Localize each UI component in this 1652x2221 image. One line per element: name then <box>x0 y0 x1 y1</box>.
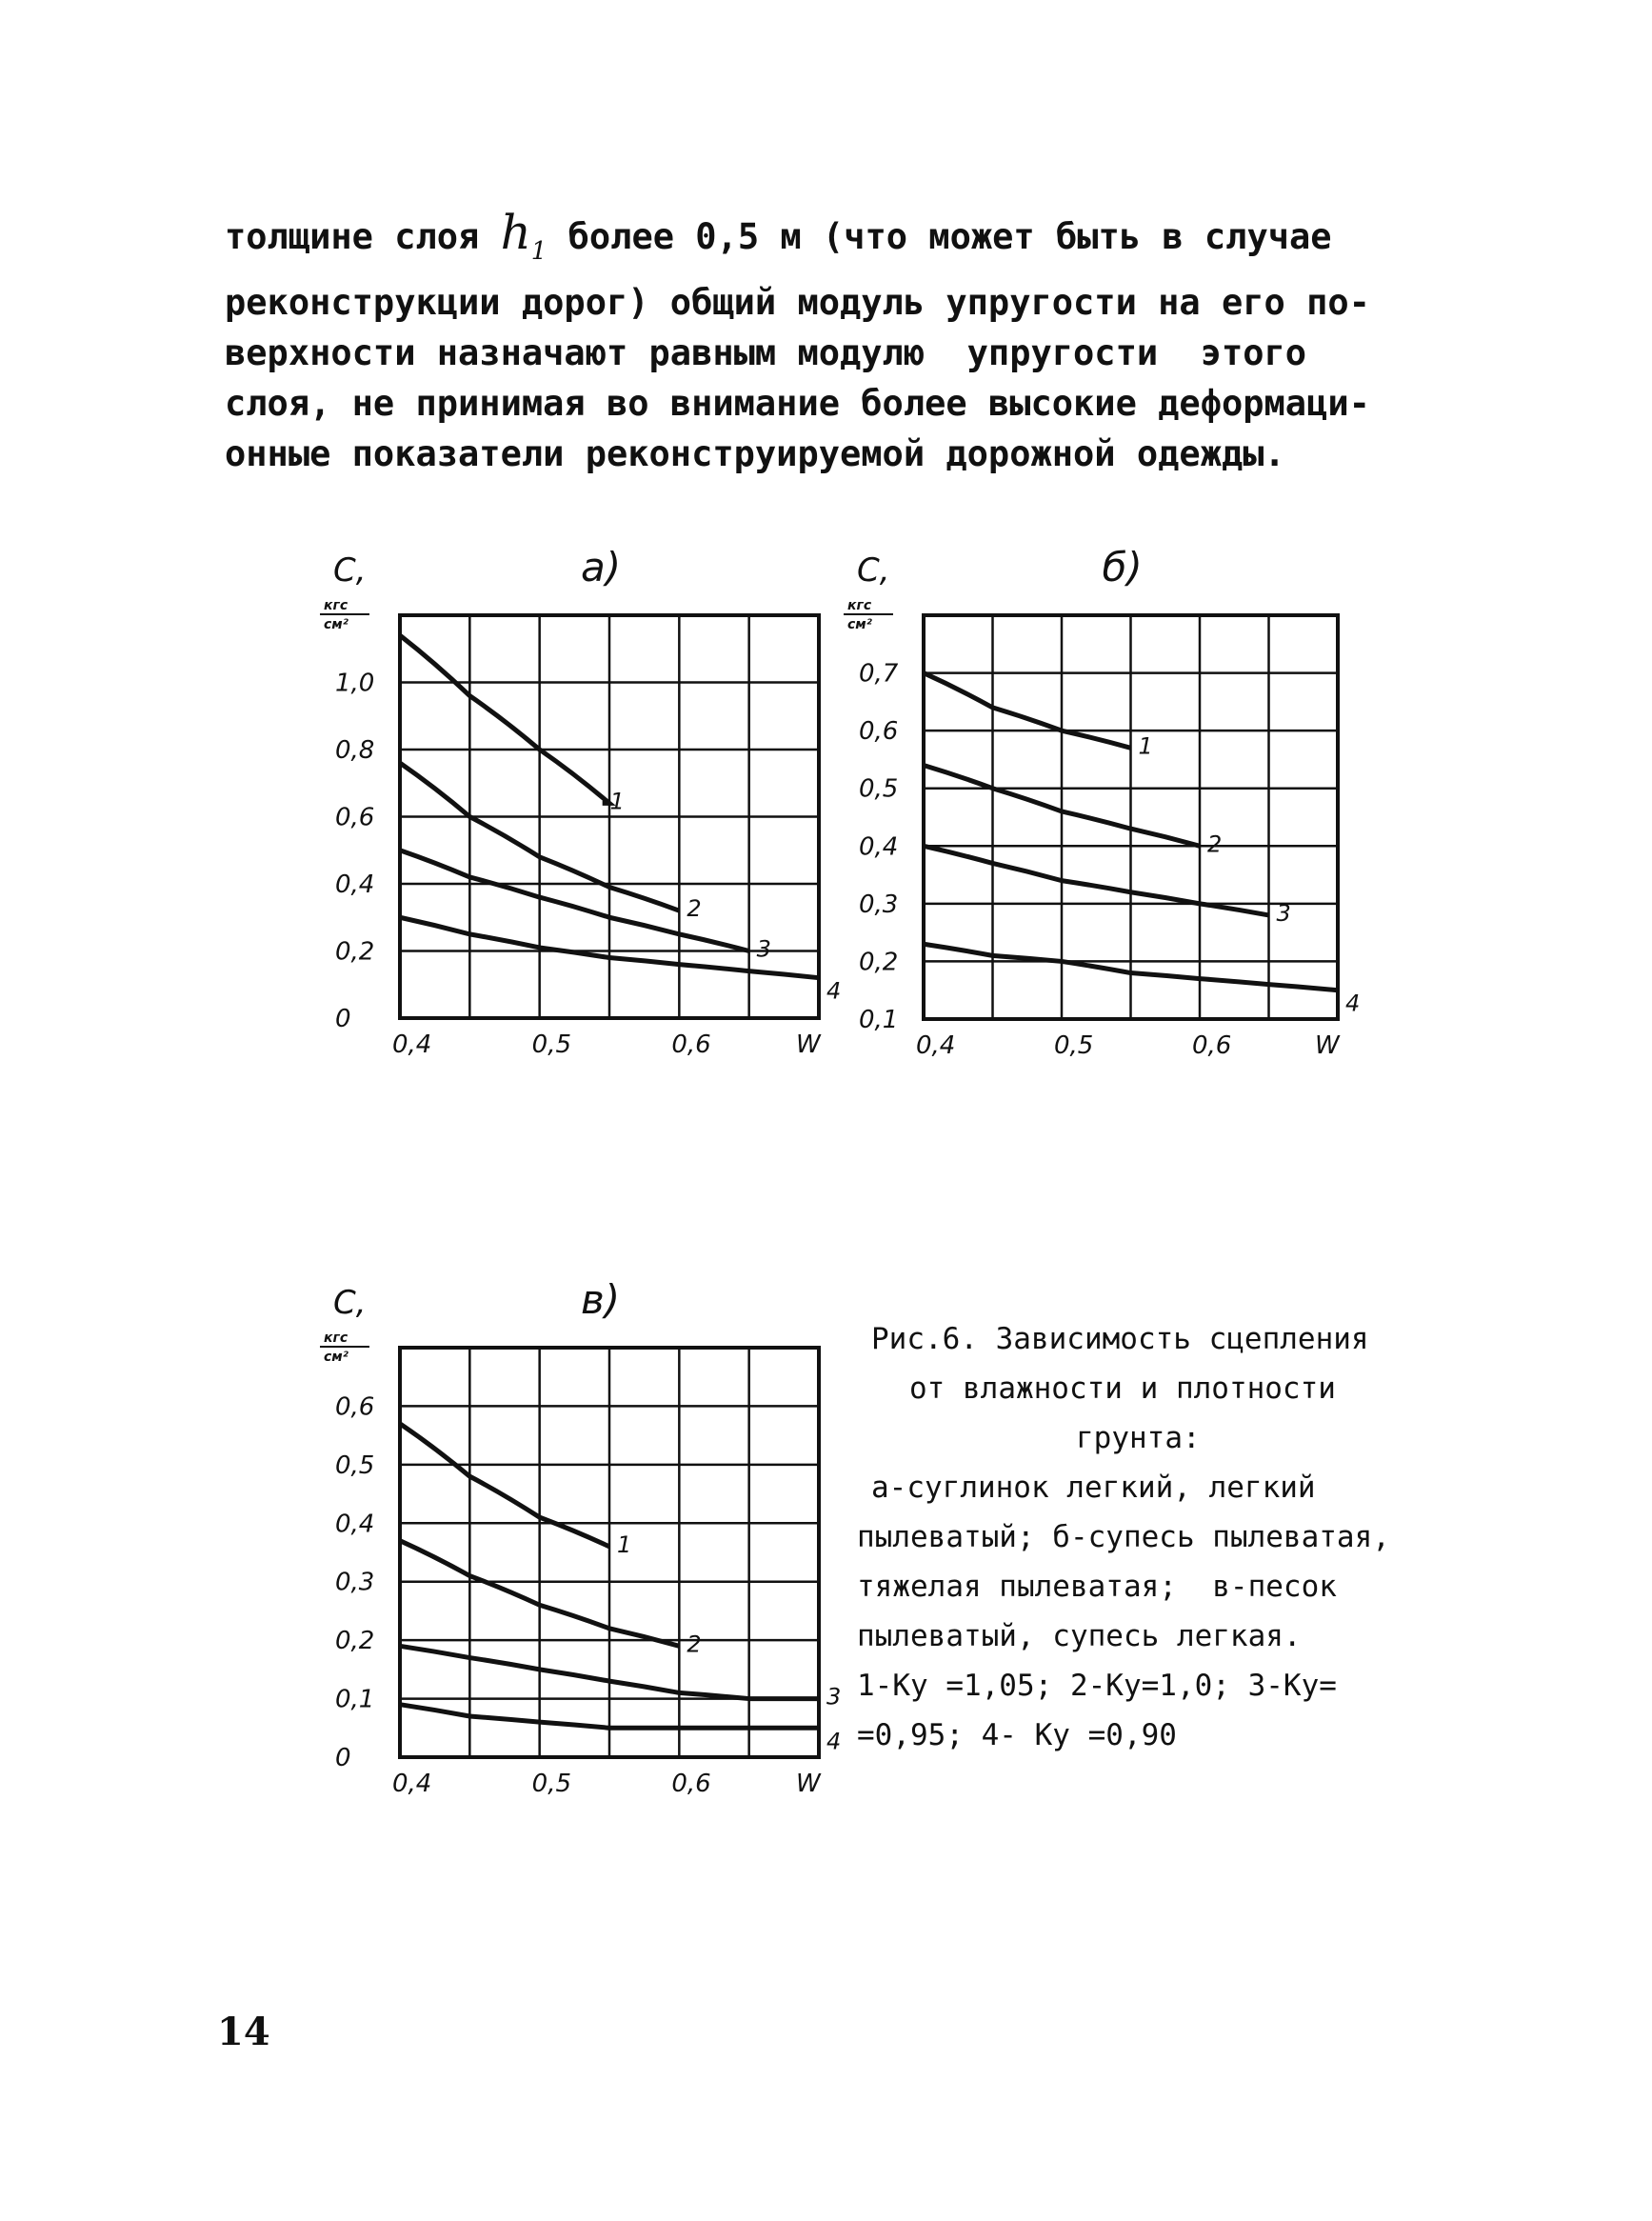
caption-line-5: пылеватый; б-супесь пылеватая, <box>857 1520 1390 1554</box>
curve-label-3: 3 <box>826 1683 842 1711</box>
y-tick-label: 0,6 <box>335 1392 375 1422</box>
y-unit-numerator: кгс <box>324 1331 348 1346</box>
caption-line-6: тяжелая пылеватая; в-песок <box>857 1570 1337 1604</box>
x-axis-label: W <box>1315 1031 1340 1060</box>
y-unit-denominator: см² <box>324 1350 348 1365</box>
y-unit-denominator: см² <box>324 617 348 632</box>
x-tick-label: 0,5 <box>1054 1031 1094 1060</box>
chart-panel-c <box>286 1276 842 1886</box>
y-tick-label: 0,8 <box>335 736 375 765</box>
body-line-3: верхности назначают равным модулю упругости этого <box>225 332 1307 373</box>
panel-label: в) <box>581 1276 621 1323</box>
body-line-1-start: толщине слоя <box>225 216 501 257</box>
y-tick-label: 0,4 <box>859 832 899 862</box>
y-axis-label: C, <box>333 551 367 590</box>
y-unit-numerator: кгс <box>324 598 348 613</box>
body-line-1 <box>225 205 1463 277</box>
panel-label: а) <box>581 544 622 590</box>
x-tick-label: 0,4 <box>392 1030 432 1059</box>
h1-symbol <box>500 205 547 266</box>
curve-label-3: 3 <box>1276 899 1291 927</box>
y-tick-label: 0,1 <box>859 1006 899 1034</box>
curve-label-4: 4 <box>826 1728 842 1755</box>
y-tick-label: 0,5 <box>859 774 899 804</box>
curve-label-3: 3 <box>756 935 771 963</box>
page-number: 14 <box>217 2010 270 2054</box>
curve-label-4: 4 <box>826 977 842 1005</box>
curve-label-1: 1 <box>609 788 625 815</box>
y-unit-numerator: кгс <box>847 598 872 613</box>
chart-panel-b <box>819 543 1371 1152</box>
x-tick-label: 0,6 <box>1192 1031 1232 1060</box>
h1-letter: h <box>500 205 531 260</box>
body-line-2: реконструкции дорог) общий модуль упругости на его по- <box>225 282 1370 323</box>
curve-1 <box>400 1424 609 1547</box>
caption-line-7: пылеватый, супесь легкая. <box>857 1619 1302 1653</box>
body-line-1-end: более 0,5 м (что может быть в случае <box>547 216 1332 257</box>
caption-line-9: =0,95; 4- Ку =0,90 <box>857 1718 1177 1752</box>
panel-label: б) <box>1102 544 1143 590</box>
y-axis-label: C, <box>333 1284 367 1322</box>
caption-line-3: грунта: <box>1076 1421 1201 1455</box>
x-tick-label: 0,5 <box>531 1770 572 1798</box>
y-tick-label: 0 <box>335 1005 351 1033</box>
curve-label-2: 2 <box>1207 830 1223 858</box>
x-axis-label: W <box>796 1030 821 1059</box>
y-axis-label: C, <box>857 551 890 590</box>
x-tick-label: 0,4 <box>392 1770 432 1798</box>
chart-panel-a <box>286 533 842 1143</box>
caption-line-4: а-суглинок легкий, легкий <box>871 1471 1316 1505</box>
y-tick-label: 0,7 <box>859 659 899 689</box>
y-tick-label: 0,5 <box>335 1451 375 1480</box>
curve-label-2: 2 <box>687 895 702 923</box>
curve-label-4: 4 <box>1345 990 1361 1017</box>
h1-subscript: 1 <box>530 237 547 266</box>
y-tick-label: 0,4 <box>335 1510 375 1539</box>
body-line-5: онные показатели реконструируемой дорожной одежды. <box>225 433 1285 474</box>
y-tick-label: 0,2 <box>859 948 899 977</box>
y-tick-label: 0,4 <box>335 870 375 899</box>
body-line-4: слоя, не принимая во внимание более высокие деформаци- <box>225 383 1370 424</box>
curve-label-1: 1 <box>1138 732 1153 760</box>
curve-label-1: 1 <box>617 1531 632 1558</box>
body-paragraph <box>225 205 1463 479</box>
y-tick-label: 0,6 <box>859 717 899 747</box>
caption-line-2: от влажности и плотности <box>909 1371 1336 1406</box>
figure-caption <box>857 1314 1476 1760</box>
y-tick-label: 0,3 <box>859 890 899 919</box>
y-tick-label: 0,1 <box>335 1685 375 1714</box>
caption-line-8: 1-Ку =1,05; 2-Ку=1,0; 3-Ку= <box>857 1669 1337 1703</box>
curve-1 <box>400 635 609 803</box>
x-tick-label: 0,6 <box>671 1030 711 1059</box>
x-axis-label: W <box>796 1770 821 1798</box>
x-tick-label: 0,6 <box>671 1770 711 1798</box>
y-tick-label: 0 <box>335 1744 351 1772</box>
x-tick-label: 0,4 <box>916 1031 956 1060</box>
x-tick-label: 0,5 <box>531 1030 572 1059</box>
curve-1 <box>924 673 1131 749</box>
y-tick-label: 0,2 <box>335 1627 375 1656</box>
y-tick-label: 0,6 <box>335 803 375 832</box>
y-unit-denominator: см² <box>847 617 872 632</box>
curve-label-2: 2 <box>687 1631 702 1658</box>
y-tick-label: 0,3 <box>335 1568 375 1597</box>
y-tick-label: 1,0 <box>335 669 375 698</box>
y-tick-label: 0,2 <box>335 937 375 967</box>
caption-line-1: Рис.6. Зависимость сцепления <box>871 1322 1369 1356</box>
